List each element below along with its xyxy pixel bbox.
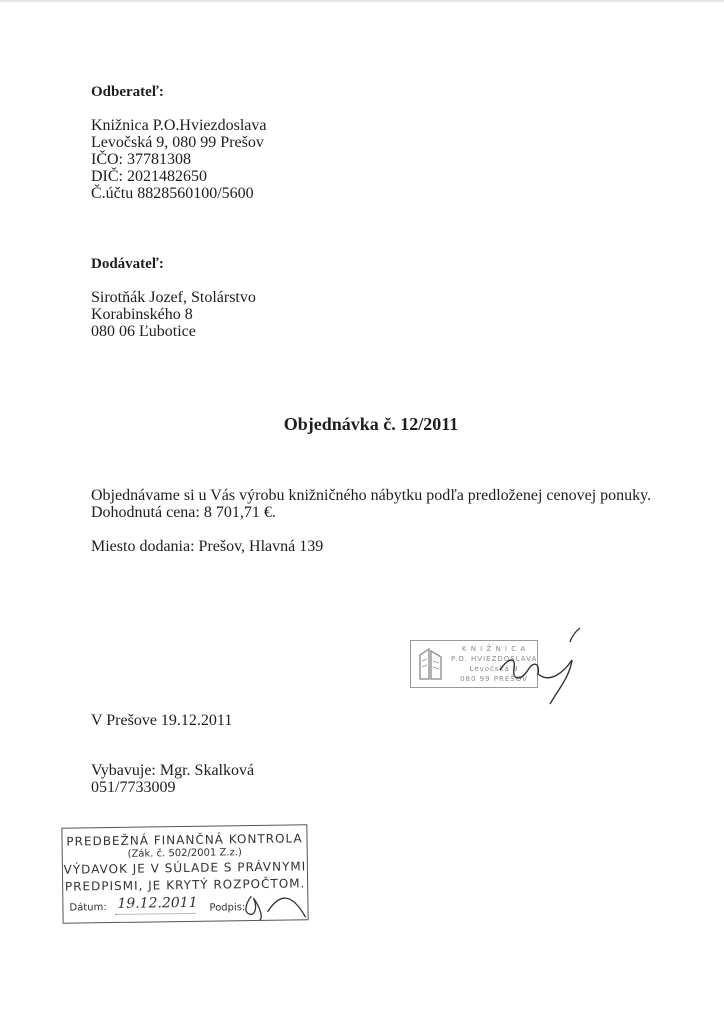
control-sign-label: Podpis: <box>209 902 246 914</box>
customer-line: Knižnica P.O.Hviezdoslava <box>91 117 267 134</box>
control-stamp-line: PREDPISMI, JE KRYTÝ ROZPOČTOM. <box>64 876 306 894</box>
date-underline <box>116 913 196 915</box>
order-title: Objednávka č. 12/2011 <box>283 414 459 434</box>
supplier-line: 080 06 Ľubotice <box>91 323 196 340</box>
customer-line: IČO: 37781308 <box>91 151 191 168</box>
stamp-line: 080 99 PREŠOV <box>460 675 528 683</box>
customer-line: Č.účtu 8828560100/5600 <box>91 185 254 202</box>
supplier-heading: Dodávateľ: <box>91 256 164 272</box>
control-signature <box>223 887 307 922</box>
customer-line: DIČ: 2021482650 <box>91 168 207 185</box>
order-text <box>91 487 651 521</box>
stamp-line: Levočská 9 <box>469 665 519 673</box>
handler-name: Vybavuje: Mgr. Skalková <box>91 762 255 779</box>
delivery-place: Miesto dodania: Prešov, Hlavná 139 <box>91 538 324 555</box>
supplier-line: Korabinského 8 <box>91 306 193 323</box>
handler-phone: 051/7733009 <box>91 779 176 796</box>
handler-block <box>91 762 254 796</box>
control-stamp-line: VÝDAVOK JE V SÚLADE S PRÁVNYMI <box>63 859 307 877</box>
customer-block <box>91 84 267 202</box>
control-stamp-line: PREDBEŽNÁ FINANČNÁ KONTROLA <box>66 831 303 849</box>
stamp-line: K N I Ž N I C A <box>461 645 527 653</box>
library-logo-icon <box>417 647 447 681</box>
order-text-line: Objednávame si u Vás výrobu knižničného nábytku podľa predloženej cenovej ponuky. <box>91 487 652 504</box>
order-text-line: Dohodnutá cena: 8 701,71 €. <box>91 504 276 521</box>
supplier-line: Sirotňák Jozef, Stolárstvo <box>91 289 256 306</box>
handwritten-signature <box>480 620 590 710</box>
control-date-label: Dátum: <box>69 902 107 914</box>
scan-edge <box>0 0 724 3</box>
place-date: V Prešove 19.12.2011 <box>91 712 233 729</box>
control-stamp-line: (Zák. č. 502/2001 Z.z.) <box>127 847 242 860</box>
customer-line: Levočská 9, 080 99 Prešov <box>91 134 264 151</box>
supplier-block <box>91 256 256 340</box>
financial-control-stamp <box>61 824 308 923</box>
control-date-value: 19.12.2011 <box>117 894 198 912</box>
stamp-line: P.O. HVIEZDOSLAVA <box>451 655 538 663</box>
customer-heading: Odberateľ: <box>91 84 164 100</box>
